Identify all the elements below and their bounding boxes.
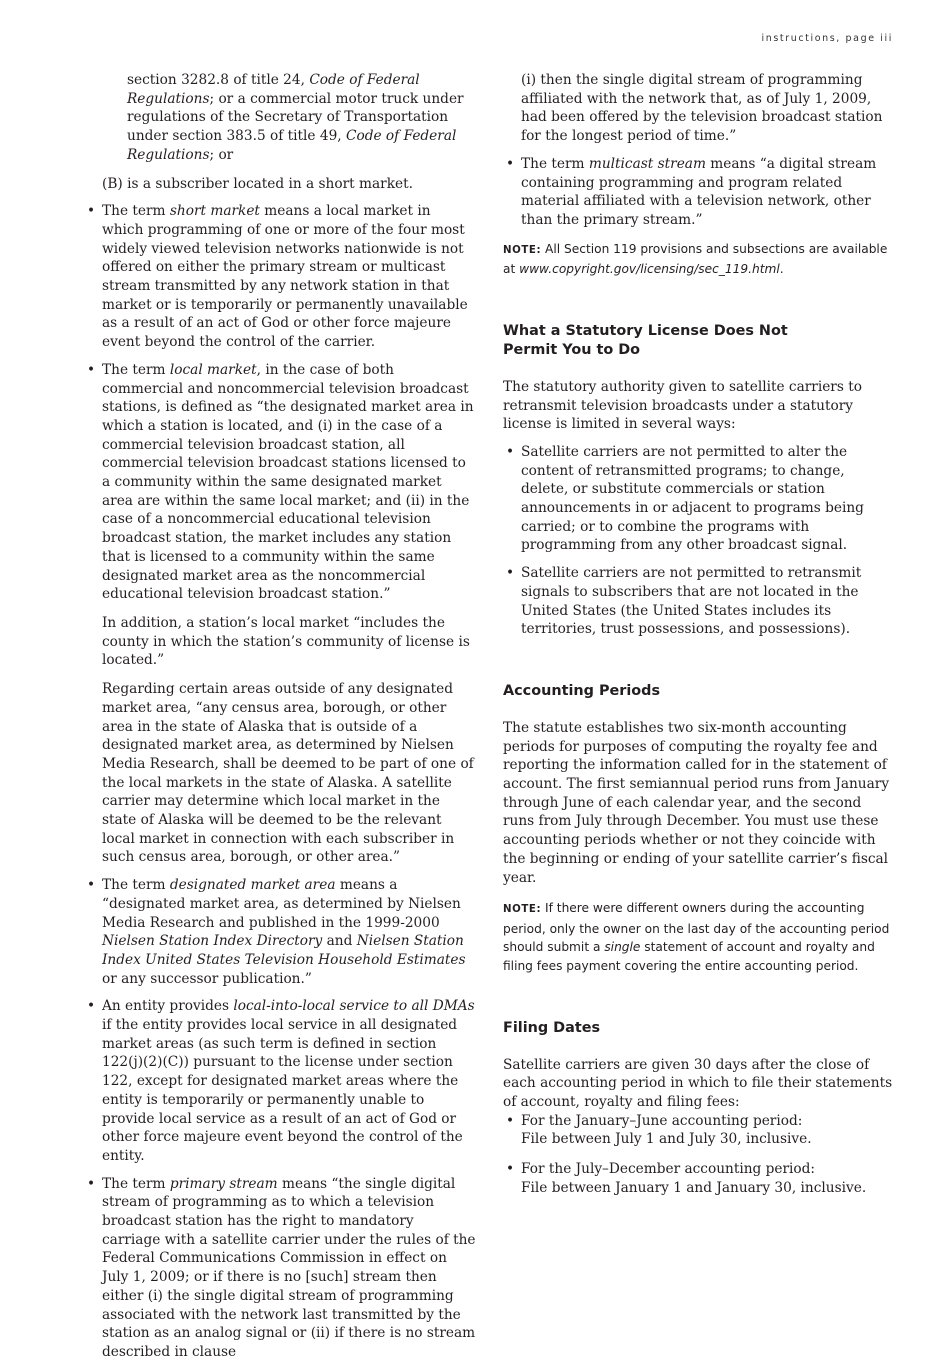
definition-designated-market-area: • The term designated market area means a “designated market area, as determined by Nielsen Media Research and published in the 1999-2000 Nielsen Station Index Directory and Nielsen Station Index United States Television Household Estimates or any successor publication.” — [84, 876, 476, 988]
definitions-list-2 — [84, 876, 476, 1362]
not-permit-list — [503, 443, 893, 639]
right-column — [503, 71, 893, 1198]
definitions-list — [84, 202, 476, 604]
accounting-paragraph: The statute establishes two six-month accounting periods for purposes of computing the royalty fee and reporting the information called for in the statement of account. The first semiannual period runs from January through June of each calendar year, and the second runs from July through December. You must use these accounting periods whether or not they coincide with the beginning or ending of your satellite carrier’s fiscal year. — [503, 719, 890, 886]
not-permit-intro: The statutory authority given to satellite carriers to retransmit television broadcasts under a statutory license is limited in several ways: — [503, 378, 862, 433]
continued-clause-a: section 3282.8 of title 24, Code of Federal Regulations; or a commercial motor truck under regulations of the Secretary of Transportation under section 383.5 of title 49, Code of Federal Regulations; or — [127, 72, 464, 163]
definition-short-market: • The term short market means a local market in which programming of one or more of the four most widely viewed television networks nationwide is not offered on either the primary stream or multicast stream transmitted by any network station in that market or is temporarily or permanently unavailable as a result of an act of God or other force majeure event beyond the control of the carrier. — [84, 202, 476, 352]
heading-filing-dates: Filing Dates — [503, 1019, 601, 1036]
definition-local-into-local: • An entity provides local-into-local service to all DMAs if the entity provides local service in all designated market areas (as such term is defined in section 122(j)(2)(C)) pursuant to the license under section 122, except for designated market areas where the entity is temporarily or permanently unable to provide local service as a result of an act of God or other force majeure event beyond the control of the entity. — [84, 997, 476, 1165]
definition-multicast-stream: • The term multicast stream means “a digital stream containing programming and program related material affiliated with a television network, other than the primary stream.” — [503, 155, 893, 230]
definition-local-market: • The term local market, in the case of both commercial and noncommercial television broadcast stations, is defined as “the designated market area in which a station is located, and (i) in the case of a commercial television broadcast station, all commercial television broadcast stations licensed to a community within the same designated market area are within the same local market; and (ii) in the case of a noncommercial educational television broadcast station, the market includes any station that is licensed to a community within the same designated market area as the noncommercial educational television broadcast station.” — [84, 361, 476, 604]
heading-not-permit: What a Statutory License Does Not Permit You to Do — [503, 322, 788, 358]
definitions-list-3 — [503, 155, 893, 230]
local-market-addition: In addition, a station’s local market “includes the county in which the station’s community of license is located.” — [102, 614, 470, 669]
note-owners: NOTE: If there were different owners during the accounting period, only the owner on the last day of the accounting period should submit a single statement of account and royalty and filing fees payment covering the entire accounting period. — [503, 901, 890, 974]
section-119-link[interactable]: www.copyright.gov/licensing/sec_119.html — [519, 262, 780, 277]
heading-accounting-periods: Accounting Periods — [503, 682, 661, 699]
filing-intro: Satellite carriers are given 30 days after the close of each accounting period in which to file their statements of account, royalty and filing fees: — [503, 1056, 893, 1111]
page-header: instructions, page iii — [761, 33, 893, 44]
filing-list — [503, 1112, 893, 1198]
not-permit-item: • Satellite carriers are not permitted to alter the content of retransmitted programs; to change, delete, or substitute commercials or station announcements in or adjacent to programs being carried; or to combine the programs with programming from any other broadcast signal. — [503, 443, 893, 555]
clause-b: (B) is a subscriber located in a short market. — [102, 175, 413, 192]
filing-item-jan-jun: • For the January–June accounting period: File between July 1 and July 30, inclusive. — [503, 1112, 893, 1149]
filing-item-jul-dec: • For the July–December accounting period: File between January 1 and January 30, inclusive. — [503, 1160, 893, 1197]
note-section-119: NOTE: All Section 119 provisions and subsections are available at www.copyright.gov/licensing/sec_119.html. — [503, 241, 888, 277]
continued-clause-i: (i) then the single digital stream of programming affiliated with the network that, as of July 1, 2009, had been offered by the television broadcast station for the longest period of time.” — [521, 72, 883, 145]
not-permit-item: • Satellite carriers are not permitted to retransmit signals to subscribers that are not located in the United States (the United States includes its territories, trust possessions, and possessions). — [503, 564, 893, 639]
alaska-paragraph: Regarding certain areas outside of any designated market area, “any census area, borough, or other area in the state of Alaska that is outside of a designated market area, as determined by Nielsen Media Research, shall be deemed to be part of one of the local markets in the state of Alaska. A satellite carrier may determine which local market in the state of Alaska will be deemed to be the relevant local market in connection with each subscriber in such census area, borough, or other area.” — [102, 681, 474, 866]
left-column — [84, 71, 476, 1362]
definition-primary-stream: • The term primary stream means “the single digital stream of programming as to which a television broadcast station has the right to mandatory carriage with a satellite carrier under the rules of the Federal Communications Commission in effect on July 1, 2009; or if there is no [such] stream then either (i) the single digital stream of programming associated with the network last transmitted by the station as an analog signal or (ii) if there is no stream described in clause — [84, 1175, 476, 1362]
